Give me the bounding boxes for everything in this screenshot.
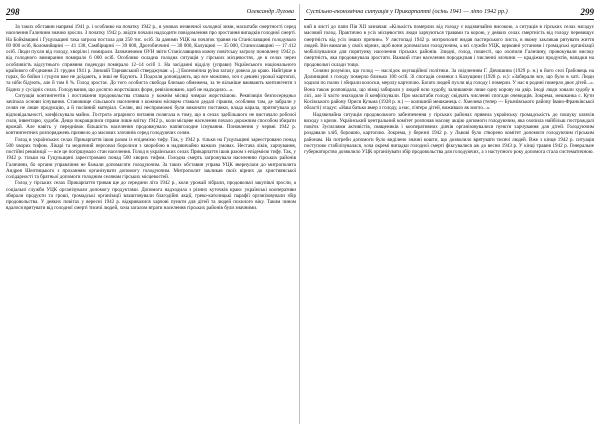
paragraph: Голод у гірських селах Прикарпаття тривав ще до середини літа 1942 р., коли урожай зібрали, продовольчі закупівлі зросли, а соціальні служби УЦК організували допомогу продуктами. Допомога надходила з різних куточків краю: українські кооперативи збирали продукти та гроші, громадські організації влаштовували благодійні акції, греко-католицькі парафії організовували збір продовольства. У деяких повітах у вересні 1942 р. відкривалися харчові пункти для дітей та людей похилого віку. Таким чином вдалося врятувати від голодної смерті тисячі людей, хоча загалом втрати населення гірських районів були значними. (6, 180, 296, 212)
right-page-number: 299 (580, 7, 594, 17)
left-page (6, 6, 296, 422)
paragraph: Селяни розуміли, що голод — наслідок окупаційної політики. За свідченням Г. Дячишина (1929 р. н.) в його селі Ґрабовець на Долинщині з голоду померло близько 100 осіб. Зі спогадів селянки з Калущини (1928 р. н.): «Забирали все, що було в хаті. Люди ходили по полях і збирали колоски, мерзлу картоплю. Багато людей пухли від голоду і померли. У нас в родині померло двоє дітей...». Вона також розповідала, що німці забирали у людей всю худобу, залишаючи лише одну корову на двір. Іноді люди ховали худобу в лісі, але її часто знаходили й конфіскували. Про масштаби голоду свідчать численні спогади очевидців. Зокрема, мешканка с. Кути Косівського району Орися Кузьма (1928 р. н.) — колишній мешканець с. Хмелева (тепер — Букачівського району Івано-Франківської області) згадує: «Наш батько вмер з голоду, а нас, п'ятеро дітей, виживало як могло...». (304, 67, 594, 112)
paragraph: За таких обставин напрямі 1941 р. і особливо на початку 1942 р., в умовах незвичної холодної зими, масштаби смертності серед населення Галичини значно зросли. З початку 1942 р. звідти почали надходити повідомлення про зростання випадків голодної смерті. На Бойківщині і Гуцульщині така загроза постала для 250 тис. осіб. За даними УЦК на початок травня на Станіславщині голодувало 69 000 осіб, Коломийщині — 41 138, Самбірщині — 39 000, Дрогобиччині — 30 000, Калущині — 35 000, Станиславщині — 17 412 осіб. Люди пухли від голоду, хворіли і помирали. Зазначеними ОУН звіти Станіславщина кожну повітську загрозу поновлену 1942 р. від голодного вимирання помирало 6 000 осіб. Особливо складна голодна ситуація у гірських місцевостях, де в селах через особливість відсутнього сприяння подекуди помирало 12–14 осіб 1. На засіданні відділу (управи) Українського національного крайового об'єднання 21 грудня 1941 р. Зиновій Тарнавський стверджував: «[...] Економічна руїна загалу довела до краю. Найгірше в горах, бо бойки і гуцули вже не доїдають, а інші не бідують. З Подолля доповідають, що все можливо, хоч є дешеві урожаї картоплі, та ніби бідують, але й там 6 %. Голод зростає. До того особиста свобода близько обмежена, за те вільніше вживають контингенти з бідних у сусідніх селах. Голодування, що досягло жорсткіших форм, ревізіоновано, щоб не надходило...». (6, 24, 296, 93)
page-gutter (299, 4, 300, 424)
right-running-head: Суспільно-економічна ситуація у Прикарпатті (осінь 1941 — літо 1942 рр.) (306, 8, 508, 15)
left-page-number: 298 (6, 7, 20, 17)
paragraph: Надзвичайна ситуація продовольчого забезпечення у гірських районах привела українську громадськість до пошуку шляхів виходу з кризи. Український центральний комітет розпочав масову акцію допомоги голодуючим, яка охопила найбільш постраждалі повіти. Зусиллями активістів, священиків і кооперативних діячів організовувалися пункти харчування для дітей. Голодуючим роздавали хліб, борошно, картоплю. Зокрема, у березні 1942 р. у Львові було створено комітет допомоги голодуючим гірським районам. На потреби допомоги було виділено значні кошти, що дозволило врятувати тисячі людей. Вже з кінця 1942 р. ситуація поступово стабілізувалася, хоча окремі випадки голодної смерті фіксувалися аж до весни 1943 р. У кінці травня 1942 р. Генеральне губернаторство дозволило УЦК організувати збір продовольства для голодуючих, а з наступного року допомога стала систематичною. (304, 111, 594, 155)
left-page-text (6, 24, 296, 212)
left-running-head: Олександр Лугова (246, 8, 294, 15)
right-page (304, 6, 594, 422)
paragraph: Голод в українських селах Прикарпаття ішов разом із епідемією тифу. Так, у 1942 р. тільки на Гуцульщині зареєстровано понад 500 хворих тифом. Лікарі та медичний персонал боролися з хворобою в надзвичайно важких умовах. Нестача ліків, харчування, постійні реквізиції — все це погіршувало стан населення. Голод в українських селах Прикарпаття ішов разом з епідемією тифу. Так, у 1942 р. тільки на Гуцульщині зареєстровано понад 500 хворих тифом. Голодна смерть загрожувала населенню гірських районів Галичини, бо органи управління не бажали допомагати голодуючим. За таких обставин управа УЦК звернулася до митрополита Андрея Шептицького з проханням організувати допомогу голодуючим. Митрополит закликав своїх вірних до християнської солідарності та братньої допомоги голодним селянам гірських місцевостей. (6, 136, 296, 180)
right-page-header (304, 6, 594, 20)
right-page-text (304, 24, 594, 155)
left-page-header (6, 6, 296, 20)
paragraph: кий в листі до папи Пія XII зазначав: «Кількість померлих від голоду є надзвичайно високою, а ситуація в гірських селах нагадує масовий голод. Практично в усіх місцевостях люди харчуються травами та корою, у деяких селах смертність від голоду перевищує смертність від усіх інших причин». У листопаді 1942 р. митрополит видав пастирського листа, в якому закликав рятувати життя людей. Він вимагав у своїх вірних, щоб вони допомагали голодуючим, а всі служби УЦК, церковні установи і громадські організації мобілізувалися для порятунку населення гірських районів. Злидні, голод, пошесті, що охопили Галичину, провокували високу смертність, яка продовжувала зростати. Важкий стан населення породжував і численні злочини — крадіжки продуктів, нападки на продовольчі склади тощо. (304, 24, 594, 68)
paragraph: Ситуація контингентів і постачання продовольства ставала у кожнім місяці чимраз жорсткішою. Реквізиція безпосередньо зачіпала основи існування. Становище сільського населення з кожним місяцем ставало дедалі гіршим, особливо там, де забрали у селян не лише продукцію, а й посівний матеріал. Селян, які неспроможні були виконати поставки, влада карала, притягувала до відповідальності, конфіскувала майно. Гострота аграрного питання полягала в тому, що в селах здебільшого не вистачало робочої сили, інвентарю, худоби. Дещо покращилися справи лише влітку 1942 р., коли місцеве населення почало дорожчим способом збирати врожай. Але навіть у переднівок більшість населення продовжувало напівголодне існування. Поновлення у червні 1942 р. контингентних розпоряджень призвело до масових злочинів серед голодуючих селян. (6, 92, 296, 137)
